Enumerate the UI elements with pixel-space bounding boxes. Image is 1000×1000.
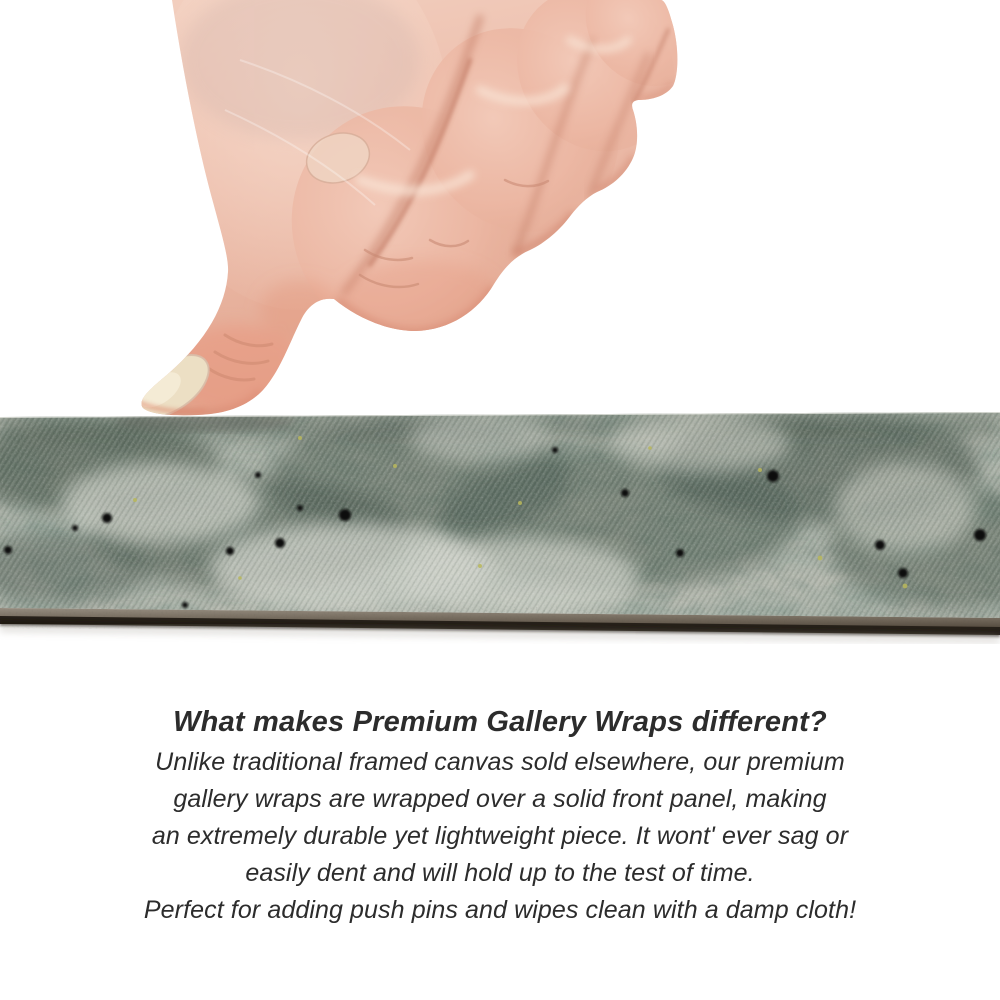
benefits-line-3: an extremely durable yet lightweight piece. It wont' ever sag or bbox=[151, 822, 849, 850]
canvas-face bbox=[0, 408, 1000, 620]
canvas-edge-photo bbox=[0, 408, 1000, 648]
benefits-heading: What makes Premium Gallery Wraps different? bbox=[173, 706, 827, 738]
benefits-copy bbox=[0, 700, 1000, 929]
benefits-line-4: easily dent and will hold up to the test of time. bbox=[245, 859, 755, 887]
benefits-line-1: Unlike traditional framed canvas sold elsewhere, our premium bbox=[155, 748, 845, 776]
hand-pressing-photo bbox=[0, 0, 1000, 420]
benefits-line-5: Perfect for adding push pins and wipes clean with a damp cloth! bbox=[143, 896, 857, 924]
benefits-line-2: gallery wraps are wrapped over a solid front panel, making bbox=[173, 785, 827, 813]
